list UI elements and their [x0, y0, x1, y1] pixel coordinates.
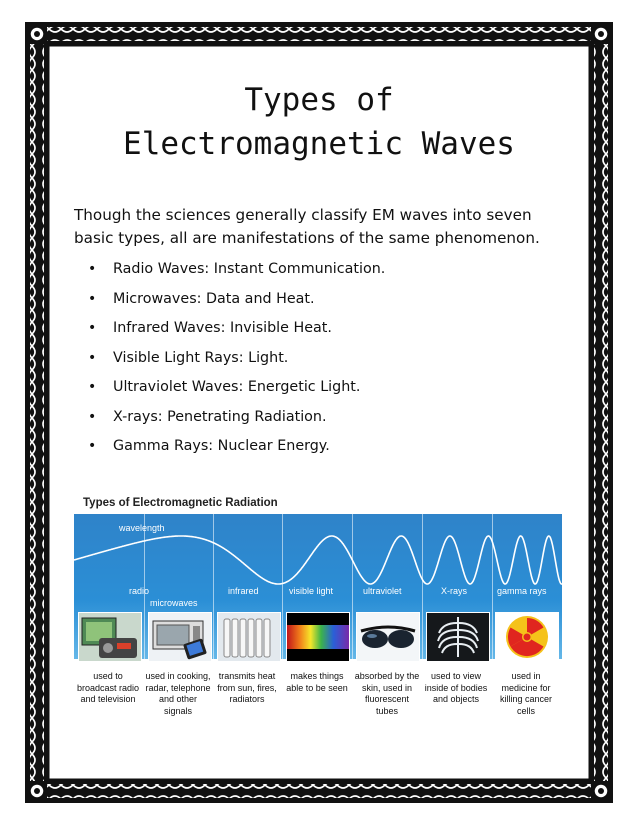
- bullet-icon: •: [88, 379, 97, 395]
- wave-types-list: [88, 258, 385, 465]
- list-item: • Visible Light Rays: Light.: [88, 347, 385, 377]
- radio-tv-icon: [78, 612, 142, 662]
- column-divider: [492, 514, 493, 659]
- list-item: • X-rays: Penetrating Radiation.: [88, 406, 385, 436]
- em-radiation-figure: [74, 497, 564, 737]
- column-divider: [213, 514, 214, 659]
- desc-microwaves: used in cooking, radar, telephone and other signals: [145, 671, 211, 716]
- bullet-icon: •: [88, 290, 97, 307]
- band-label-infrared: infrared: [228, 586, 259, 596]
- bullet-icon: •: [88, 261, 97, 277]
- title-line-2: Electromagnetic Waves: [123, 126, 515, 162]
- band-label-visible: visible light: [289, 586, 334, 596]
- sunglasses-icon: [356, 612, 420, 662]
- column-divider: [282, 514, 283, 659]
- bullet-icon: •: [88, 320, 97, 336]
- intro-paragraph: Though the sciences generally classify EM waves into seven basic types, all are manifestations of the same phenomenon.: [74, 206, 540, 247]
- desc-xrays: used to view inside of bodies and objects: [424, 671, 488, 704]
- figure-title: Types of Electromagnetic Radiation: [83, 497, 278, 509]
- xray-ribcage-icon: [426, 612, 490, 662]
- bullet-icon: •: [88, 408, 97, 425]
- list-item: • Infrared Waves: Invisible Heat.: [88, 317, 385, 347]
- list-item: • Radio Waves: Instant Communication.: [88, 258, 385, 288]
- column-divider: [352, 514, 353, 659]
- microwave-phone-icon: [148, 612, 212, 662]
- list-item: • Gamma Rays: Nuclear Energy.: [88, 435, 385, 465]
- band-label-ultraviolet: ultraviolet: [363, 586, 402, 596]
- band-label-radio: radio: [129, 586, 150, 596]
- wavelength-label: wavelength: [119, 523, 165, 533]
- page-content: [50, 50, 588, 775]
- desc-ultraviolet: absorbed by the skin, used in fluorescent tubes: [354, 671, 420, 716]
- list-item: • Microwaves: Data and Heat.: [88, 288, 385, 318]
- desc-radio: used to broadcast radio and television: [76, 671, 140, 704]
- bullet-icon: •: [88, 438, 97, 454]
- band-label-gamma: gamma rays: [497, 586, 547, 596]
- bullet-icon: •: [88, 349, 97, 366]
- column-divider: [422, 514, 423, 659]
- desc-gamma: used in medicine for killing cancer cells: [499, 671, 553, 716]
- desc-infrared: transmits heat from sun, fires, radiators: [217, 671, 277, 704]
- band-label-microwaves: microwaves: [150, 598, 198, 608]
- band-label-xrays: X-rays: [441, 586, 468, 596]
- radiator-icon: [217, 612, 281, 662]
- title-line-1: Types of: [244, 82, 394, 118]
- radiation-symbol-icon: [495, 612, 559, 662]
- list-item: • Ultraviolet Waves: Energetic Light.: [88, 376, 385, 406]
- desc-visible: makes things able to be seen: [286, 671, 348, 693]
- spectrum-icon: [286, 612, 350, 662]
- spectrum-panel: [74, 514, 562, 659]
- page-title: [50, 78, 588, 166]
